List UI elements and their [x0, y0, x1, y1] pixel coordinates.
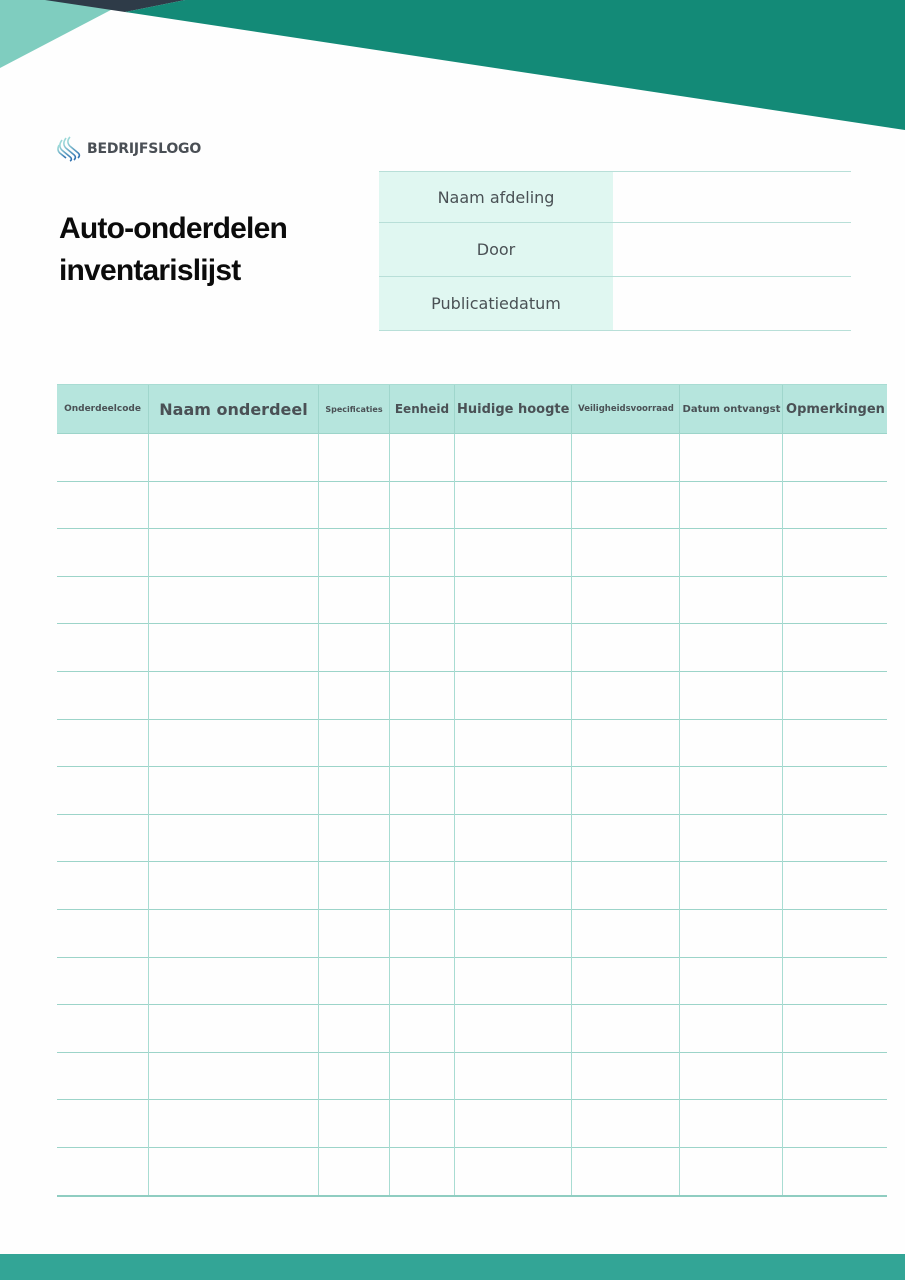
table-cell[interactable]	[455, 767, 572, 815]
table-cell[interactable]	[319, 1052, 390, 1100]
footer-bar	[0, 1254, 905, 1280]
table-cell[interactable]	[572, 481, 680, 529]
table-cell[interactable]	[390, 481, 455, 529]
table-cell[interactable]	[149, 957, 319, 1005]
title-line-1: Auto-onderdelen	[59, 212, 287, 245]
table-cell[interactable]	[783, 862, 888, 910]
column-header: Datum ontvangst	[680, 385, 783, 434]
column-header: Veiligheidsvoorraad	[572, 385, 680, 434]
table-cell[interactable]	[57, 624, 149, 672]
table-cell[interactable]	[390, 957, 455, 1005]
title-line-2: inventarislijst	[59, 254, 241, 287]
table-row	[57, 719, 887, 767]
table-cell[interactable]	[319, 957, 390, 1005]
table-cell[interactable]	[149, 1005, 319, 1053]
table-cell[interactable]	[390, 671, 455, 719]
meta-label: Naam afdeling	[379, 172, 613, 223]
table-cell[interactable]	[572, 1100, 680, 1148]
header-decoration	[0, 0, 905, 140]
meta-row-department	[379, 172, 851, 223]
table-cell[interactable]	[57, 576, 149, 624]
table-cell[interactable]	[572, 767, 680, 815]
table-cell[interactable]	[783, 719, 888, 767]
table-cell[interactable]	[572, 1005, 680, 1053]
table-cell[interactable]	[319, 767, 390, 815]
table-cell[interactable]	[319, 909, 390, 957]
column-header: Huidige hoogte	[455, 385, 572, 434]
author-field[interactable]	[613, 223, 851, 277]
table-cell[interactable]	[390, 1052, 455, 1100]
meta-row-author	[379, 223, 851, 277]
table-cell[interactable]	[319, 1005, 390, 1053]
department-name-field[interactable]	[613, 172, 851, 223]
table-cell[interactable]	[390, 624, 455, 672]
table-cell[interactable]	[455, 671, 572, 719]
table-cell[interactable]	[680, 529, 783, 577]
table-cell[interactable]	[455, 481, 572, 529]
table-cell[interactable]	[680, 957, 783, 1005]
column-header: Specificaties	[319, 385, 390, 434]
table-cell[interactable]	[783, 1005, 888, 1053]
table-cell[interactable]	[572, 814, 680, 862]
table-cell[interactable]	[57, 957, 149, 1005]
table-cell[interactable]	[390, 1100, 455, 1148]
primary-teal-band	[125, 0, 905, 130]
column-header: Opmerkingen	[783, 385, 888, 434]
logo-icon	[57, 136, 81, 162]
table-cell[interactable]	[390, 1005, 455, 1053]
table-cell[interactable]	[680, 814, 783, 862]
table-cell[interactable]	[149, 576, 319, 624]
table-cell[interactable]	[783, 671, 888, 719]
table-cell[interactable]	[149, 719, 319, 767]
table-cell[interactable]	[455, 1005, 572, 1053]
table-cell[interactable]	[572, 576, 680, 624]
table-cell[interactable]	[455, 624, 572, 672]
table-cell[interactable]	[680, 576, 783, 624]
table-cell[interactable]	[57, 1100, 149, 1148]
table-cell[interactable]	[455, 719, 572, 767]
table-cell[interactable]	[390, 434, 455, 482]
table-cell[interactable]	[319, 481, 390, 529]
table-cell[interactable]	[319, 814, 390, 862]
table-cell[interactable]	[455, 1100, 572, 1148]
table-cell[interactable]	[390, 576, 455, 624]
light-teal-triangle	[0, 0, 130, 68]
publication-date-field[interactable]	[613, 277, 851, 331]
table-cell[interactable]	[57, 814, 149, 862]
table-cell[interactable]	[783, 909, 888, 957]
table-cell[interactable]	[572, 671, 680, 719]
column-header: Eenheid	[390, 385, 455, 434]
table-cell[interactable]	[680, 1147, 783, 1195]
table-cell[interactable]	[455, 434, 572, 482]
table-row	[57, 671, 887, 719]
table-body	[57, 434, 887, 1196]
table-cell[interactable]	[680, 862, 783, 910]
table-cell[interactable]	[680, 624, 783, 672]
table-cell[interactable]	[57, 719, 149, 767]
table-cell[interactable]	[57, 481, 149, 529]
table-cell[interactable]	[319, 671, 390, 719]
table-cell[interactable]	[390, 909, 455, 957]
table-cell[interactable]	[783, 814, 888, 862]
table-row	[57, 576, 887, 624]
table-cell[interactable]	[455, 529, 572, 577]
meta-label: Publicatiedatum	[379, 277, 613, 331]
document-meta-table	[379, 171, 851, 331]
company-logo	[57, 136, 201, 162]
table-cell[interactable]	[57, 671, 149, 719]
table-cell[interactable]	[680, 1005, 783, 1053]
table-cell[interactable]	[57, 1052, 149, 1100]
table-cell[interactable]	[455, 1147, 572, 1195]
table-cell[interactable]	[149, 671, 319, 719]
table-cell[interactable]	[57, 529, 149, 577]
table-cell[interactable]	[455, 909, 572, 957]
table-cell[interactable]	[572, 862, 680, 910]
table-cell[interactable]	[149, 767, 319, 815]
table-row	[57, 1052, 887, 1100]
meta-row-publication-date	[379, 277, 851, 331]
table-cell[interactable]	[149, 1100, 319, 1148]
table-cell[interactable]	[783, 1147, 888, 1195]
table-cell[interactable]	[783, 624, 888, 672]
table-cell[interactable]	[572, 624, 680, 672]
table-row	[57, 481, 887, 529]
table-cell[interactable]	[455, 862, 572, 910]
table-row	[57, 1147, 887, 1195]
table-row	[57, 957, 887, 1005]
table-cell[interactable]	[57, 434, 149, 482]
table-header-row	[57, 385, 887, 434]
table-cell[interactable]	[319, 529, 390, 577]
table-cell[interactable]	[149, 624, 319, 672]
table-cell[interactable]	[57, 1147, 149, 1195]
table-cell[interactable]	[680, 909, 783, 957]
table-cell[interactable]	[149, 862, 319, 910]
table-cell[interactable]	[572, 1052, 680, 1100]
table-row	[57, 909, 887, 957]
table-cell[interactable]	[57, 862, 149, 910]
table-cell[interactable]	[57, 909, 149, 957]
table-cell[interactable]	[680, 719, 783, 767]
table-row	[57, 529, 887, 577]
table-cell[interactable]	[680, 434, 783, 482]
table-cell[interactable]	[572, 434, 680, 482]
table-cell[interactable]	[390, 529, 455, 577]
table-cell[interactable]	[149, 481, 319, 529]
table-cell[interactable]	[319, 576, 390, 624]
table-cell[interactable]	[319, 862, 390, 910]
table-cell[interactable]	[390, 719, 455, 767]
table-cell[interactable]	[783, 957, 888, 1005]
table-cell[interactable]	[455, 957, 572, 1005]
table-cell[interactable]	[783, 1052, 888, 1100]
column-header: Onderdeelcode	[57, 385, 149, 434]
table-cell[interactable]	[783, 481, 888, 529]
table-row	[57, 1100, 887, 1148]
table-cell[interactable]	[319, 1147, 390, 1195]
table-cell[interactable]	[680, 481, 783, 529]
table-cell[interactable]	[455, 1052, 572, 1100]
table-cell[interactable]	[783, 767, 888, 815]
table-cell[interactable]	[455, 814, 572, 862]
table-cell[interactable]	[319, 624, 390, 672]
table-cell[interactable]	[390, 814, 455, 862]
table-cell[interactable]	[572, 1147, 680, 1195]
column-header: Naam onderdeel	[149, 385, 319, 434]
table-cell[interactable]	[149, 1147, 319, 1195]
table-cell[interactable]	[149, 814, 319, 862]
page-title	[59, 208, 287, 292]
table-cell[interactable]	[680, 1052, 783, 1100]
table-row	[57, 624, 887, 672]
table-row	[57, 862, 887, 910]
table-cell[interactable]	[572, 719, 680, 767]
table-cell[interactable]	[149, 529, 319, 577]
table-cell[interactable]	[319, 719, 390, 767]
table-row	[57, 434, 887, 482]
table-cell[interactable]	[572, 909, 680, 957]
table-cell[interactable]	[390, 862, 455, 910]
table-cell[interactable]	[57, 767, 149, 815]
table-cell[interactable]	[680, 671, 783, 719]
table-cell[interactable]	[319, 1100, 390, 1148]
table-cell[interactable]	[455, 576, 572, 624]
table-cell[interactable]	[572, 529, 680, 577]
table-cell[interactable]	[390, 767, 455, 815]
table-row	[57, 814, 887, 862]
table-cell[interactable]	[783, 1100, 888, 1148]
table-cell[interactable]	[149, 1052, 319, 1100]
table-cell[interactable]	[783, 529, 888, 577]
table-cell[interactable]	[680, 767, 783, 815]
table-cell[interactable]	[783, 434, 888, 482]
table-cell[interactable]	[57, 1005, 149, 1053]
table-row	[57, 767, 887, 815]
meta-label: Door	[379, 223, 613, 277]
table-cell[interactable]	[149, 909, 319, 957]
logo-text: BEDRIJFSLOGO	[87, 141, 202, 157]
table-cell[interactable]	[783, 576, 888, 624]
table-cell[interactable]	[680, 1100, 783, 1148]
table-cell[interactable]	[149, 434, 319, 482]
inventory-table	[57, 384, 887, 1197]
table-cell[interactable]	[572, 957, 680, 1005]
table-row	[57, 1005, 887, 1053]
table-cell[interactable]	[319, 434, 390, 482]
table-cell[interactable]	[390, 1147, 455, 1195]
